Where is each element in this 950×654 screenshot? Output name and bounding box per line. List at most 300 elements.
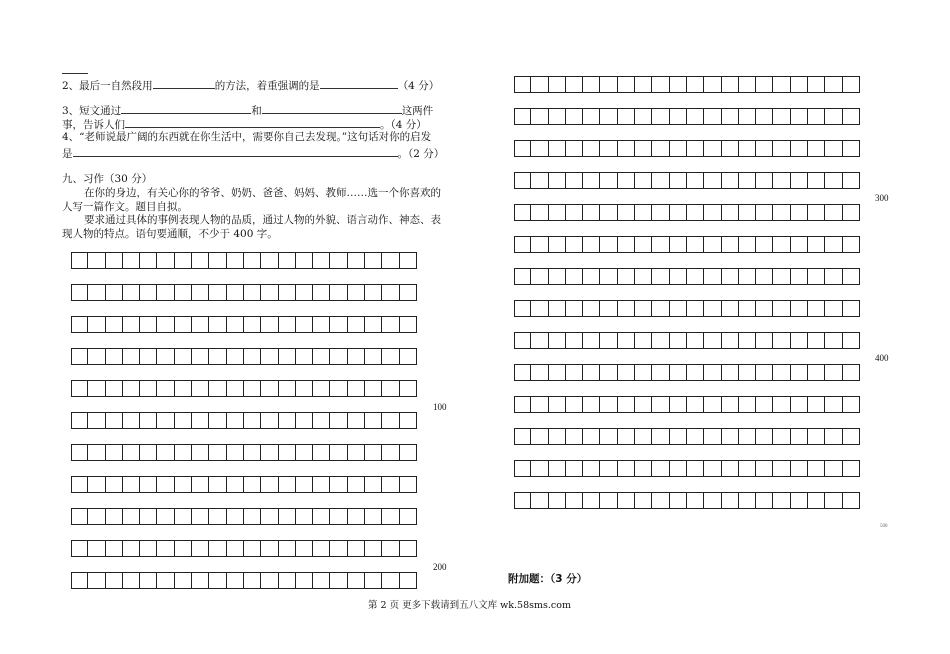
grid-cell[interactable]	[279, 316, 296, 333]
grid-cell[interactable]	[687, 332, 704, 349]
grid-cell[interactable]	[670, 460, 687, 477]
grid-cell[interactable]	[531, 108, 548, 125]
grid-cell[interactable]	[244, 348, 261, 365]
grid-cell[interactable]	[583, 364, 600, 381]
grid-cell[interactable]	[531, 204, 548, 221]
grid-cell[interactable]	[227, 316, 244, 333]
grid-cell[interactable]	[549, 332, 566, 349]
grid-cell[interactable]	[791, 364, 808, 381]
grid-cell[interactable]	[635, 76, 652, 93]
grid-cell[interactable]	[348, 444, 365, 461]
grid-cell[interactable]	[531, 300, 548, 317]
grid-cell[interactable]	[261, 444, 278, 461]
grid-cell[interactable]	[549, 460, 566, 477]
q3-blank-1[interactable]	[121, 102, 251, 114]
grid-cell[interactable]	[313, 380, 330, 397]
grid-cell[interactable]	[514, 492, 531, 509]
grid-cell[interactable]	[244, 508, 261, 525]
grid-cell[interactable]	[514, 428, 531, 445]
grid-cell[interactable]	[687, 76, 704, 93]
grid-cell[interactable]	[296, 252, 313, 269]
grid-cell[interactable]	[583, 108, 600, 125]
grid-cell[interactable]	[704, 332, 721, 349]
grid-cell[interactable]	[192, 316, 209, 333]
grid-cell[interactable]	[192, 284, 209, 301]
grid-cell[interactable]	[739, 332, 756, 349]
grid-cell[interactable]	[227, 540, 244, 557]
grid-cell[interactable]	[652, 300, 669, 317]
grid-cell[interactable]	[313, 348, 330, 365]
grid-cell[interactable]	[227, 252, 244, 269]
grid-cell[interactable]	[348, 412, 365, 429]
grid-cell[interactable]	[279, 572, 296, 589]
grid-cell[interactable]	[209, 348, 226, 365]
grid-cell[interactable]	[549, 236, 566, 253]
grid-cell[interactable]	[209, 508, 226, 525]
grid-cell[interactable]	[843, 204, 860, 221]
grid-cell[interactable]	[175, 284, 192, 301]
grid-cell[interactable]	[773, 396, 790, 413]
grid-cell[interactable]	[635, 364, 652, 381]
grid-cell[interactable]	[175, 316, 192, 333]
grid-cell[interactable]	[843, 76, 860, 93]
grid-cell[interactable]	[652, 396, 669, 413]
grid-cell[interactable]	[514, 108, 531, 125]
grid-cell[interactable]	[600, 492, 617, 509]
q4-blank[interactable]	[73, 145, 398, 157]
grid-cell[interactable]	[123, 252, 140, 269]
grid-cell[interactable]	[400, 508, 417, 525]
grid-cell[interactable]	[773, 172, 790, 189]
grid-cell[interactable]	[192, 508, 209, 525]
grid-cell[interactable]	[843, 332, 860, 349]
grid-cell[interactable]	[825, 364, 842, 381]
grid-cell[interactable]	[566, 300, 583, 317]
grid-cell[interactable]	[106, 284, 123, 301]
grid-cell[interactable]	[365, 380, 382, 397]
grid-cell[interactable]	[88, 348, 105, 365]
grid-cell[interactable]	[140, 444, 157, 461]
grid-cell[interactable]	[652, 204, 669, 221]
grid-cell[interactable]	[279, 348, 296, 365]
grid-cell[interactable]	[739, 492, 756, 509]
grid-cell[interactable]	[739, 300, 756, 317]
grid-cell[interactable]	[618, 492, 635, 509]
grid-cell[interactable]	[704, 236, 721, 253]
grid-cell[interactable]	[400, 444, 417, 461]
grid-cell[interactable]	[652, 268, 669, 285]
grid-cell[interactable]	[825, 268, 842, 285]
grid-cell[interactable]	[808, 492, 825, 509]
grid-cell[interactable]	[71, 444, 88, 461]
grid-cell[interactable]	[652, 108, 669, 125]
grid-cell[interactable]	[175, 444, 192, 461]
grid-cell[interactable]	[531, 460, 548, 477]
grid-cell[interactable]	[825, 172, 842, 189]
grid-cell[interactable]	[157, 540, 174, 557]
grid-cell[interactable]	[296, 348, 313, 365]
grid-cell[interactable]	[722, 268, 739, 285]
grid-cell[interactable]	[722, 396, 739, 413]
grid-cell[interactable]	[549, 204, 566, 221]
grid-cell[interactable]	[618, 76, 635, 93]
grid-cell[interactable]	[382, 412, 399, 429]
grid-cell[interactable]	[843, 236, 860, 253]
grid-cell[interactable]	[123, 412, 140, 429]
grid-cell[interactable]	[140, 316, 157, 333]
grid-cell[interactable]	[244, 380, 261, 397]
grid-cell[interactable]	[296, 412, 313, 429]
grid-cell[interactable]	[192, 348, 209, 365]
grid-cell[interactable]	[157, 444, 174, 461]
grid-cell[interactable]	[722, 236, 739, 253]
grid-cell[interactable]	[514, 364, 531, 381]
grid-cell[interactable]	[244, 252, 261, 269]
grid-cell[interactable]	[739, 236, 756, 253]
grid-cell[interactable]	[773, 300, 790, 317]
grid-cell[interactable]	[531, 172, 548, 189]
grid-cell[interactable]	[618, 172, 635, 189]
grid-cell[interactable]	[618, 460, 635, 477]
grid-cell[interactable]	[175, 476, 192, 493]
grid-cell[interactable]	[756, 204, 773, 221]
grid-cell[interactable]	[382, 444, 399, 461]
grid-cell[interactable]	[670, 140, 687, 157]
grid-cell[interactable]	[722, 428, 739, 445]
grid-cell[interactable]	[348, 508, 365, 525]
grid-cell[interactable]	[773, 268, 790, 285]
grid-cell[interactable]	[808, 332, 825, 349]
grid-cell[interactable]	[123, 444, 140, 461]
grid-cell[interactable]	[600, 364, 617, 381]
grid-cell[interactable]	[88, 412, 105, 429]
grid-cell[interactable]	[825, 332, 842, 349]
grid-cell[interactable]	[791, 428, 808, 445]
grid-cell[interactable]	[618, 268, 635, 285]
grid-cell[interactable]	[687, 172, 704, 189]
grid-cell[interactable]	[635, 492, 652, 509]
grid-cell[interactable]	[88, 508, 105, 525]
grid-cell[interactable]	[365, 572, 382, 589]
grid-cell[interactable]	[313, 444, 330, 461]
grid-cell[interactable]	[330, 348, 347, 365]
grid-cell[interactable]	[123, 572, 140, 589]
grid-cell[interactable]	[296, 572, 313, 589]
grid-cell[interactable]	[88, 284, 105, 301]
grid-cell[interactable]	[227, 508, 244, 525]
grid-cell[interactable]	[514, 172, 531, 189]
grid-cell[interactable]	[808, 236, 825, 253]
grid-cell[interactable]	[618, 108, 635, 125]
grid-cell[interactable]	[600, 268, 617, 285]
grid-cell[interactable]	[400, 540, 417, 557]
grid-cell[interactable]	[566, 76, 583, 93]
grid-cell[interactable]	[106, 540, 123, 557]
grid-cell[interactable]	[71, 540, 88, 557]
grid-cell[interactable]	[227, 348, 244, 365]
grid-cell[interactable]	[514, 332, 531, 349]
grid-cell[interactable]	[71, 252, 88, 269]
grid-cell[interactable]	[739, 364, 756, 381]
grid-cell[interactable]	[583, 204, 600, 221]
grid-cell[interactable]	[175, 380, 192, 397]
grid-cell[interactable]	[330, 284, 347, 301]
grid-cell[interactable]	[704, 140, 721, 157]
grid-cell[interactable]	[400, 348, 417, 365]
grid-cell[interactable]	[739, 76, 756, 93]
grid-cell[interactable]	[791, 172, 808, 189]
grid-cell[interactable]	[843, 108, 860, 125]
grid-cell[interactable]	[600, 236, 617, 253]
grid-cell[interactable]	[244, 572, 261, 589]
grid-cell[interactable]	[400, 476, 417, 493]
grid-cell[interactable]	[279, 444, 296, 461]
grid-cell[interactable]	[71, 508, 88, 525]
grid-cell[interactable]	[514, 140, 531, 157]
grid-cell[interactable]	[583, 140, 600, 157]
grid-cell[interactable]	[773, 76, 790, 93]
grid-cell[interactable]	[209, 444, 226, 461]
grid-cell[interactable]	[123, 348, 140, 365]
grid-cell[interactable]	[531, 332, 548, 349]
grid-cell[interactable]	[227, 444, 244, 461]
grid-cell[interactable]	[382, 348, 399, 365]
grid-cell[interactable]	[140, 412, 157, 429]
grid-cell[interactable]	[704, 428, 721, 445]
grid-cell[interactable]	[531, 236, 548, 253]
grid-cell[interactable]	[687, 492, 704, 509]
grid-cell[interactable]	[140, 476, 157, 493]
grid-cell[interactable]	[106, 476, 123, 493]
grid-cell[interactable]	[261, 508, 278, 525]
grid-cell[interactable]	[313, 284, 330, 301]
grid-cell[interactable]	[635, 428, 652, 445]
grid-cell[interactable]	[192, 380, 209, 397]
q3-blank-2[interactable]	[262, 102, 402, 114]
grid-cell[interactable]	[843, 172, 860, 189]
grid-cell[interactable]	[88, 572, 105, 589]
grid-cell[interactable]	[635, 140, 652, 157]
grid-cell[interactable]	[791, 492, 808, 509]
grid-cell[interactable]	[739, 396, 756, 413]
grid-cell[interactable]	[192, 572, 209, 589]
grid-cell[interactable]	[583, 460, 600, 477]
grid-cell[interactable]	[687, 236, 704, 253]
grid-cell[interactable]	[808, 396, 825, 413]
grid-cell[interactable]	[261, 476, 278, 493]
grid-cell[interactable]	[618, 204, 635, 221]
grid-cell[interactable]	[279, 540, 296, 557]
grid-cell[interactable]	[175, 252, 192, 269]
grid-cell[interactable]	[843, 396, 860, 413]
grid-cell[interactable]	[348, 476, 365, 493]
grid-cell[interactable]	[791, 332, 808, 349]
q2-blank-2[interactable]	[320, 77, 398, 89]
grid-cell[interactable]	[514, 76, 531, 93]
grid-cell[interactable]	[140, 508, 157, 525]
grid-cell[interactable]	[825, 76, 842, 93]
grid-cell[interactable]	[773, 140, 790, 157]
grid-cell[interactable]	[808, 172, 825, 189]
grid-cell[interactable]	[106, 348, 123, 365]
grid-cell[interactable]	[722, 172, 739, 189]
grid-cell[interactable]	[549, 76, 566, 93]
grid-cell[interactable]	[635, 396, 652, 413]
grid-cell[interactable]	[791, 236, 808, 253]
grid-cell[interactable]	[313, 316, 330, 333]
grid-cell[interactable]	[652, 332, 669, 349]
grid-cell[interactable]	[704, 204, 721, 221]
grid-cell[interactable]	[261, 412, 278, 429]
grid-cell[interactable]	[400, 316, 417, 333]
grid-cell[interactable]	[687, 204, 704, 221]
grid-cell[interactable]	[192, 476, 209, 493]
grid-cell[interactable]	[549, 140, 566, 157]
grid-cell[interactable]	[365, 540, 382, 557]
grid-cell[interactable]	[739, 204, 756, 221]
grid-cell[interactable]	[88, 444, 105, 461]
grid-cell[interactable]	[583, 492, 600, 509]
grid-cell[interactable]	[382, 252, 399, 269]
grid-cell[interactable]	[71, 412, 88, 429]
grid-cell[interactable]	[123, 540, 140, 557]
grid-cell[interactable]	[514, 268, 531, 285]
grid-cell[interactable]	[566, 140, 583, 157]
grid-cell[interactable]	[531, 428, 548, 445]
grid-cell[interactable]	[549, 300, 566, 317]
grid-cell[interactable]	[348, 316, 365, 333]
grid-cell[interactable]	[566, 460, 583, 477]
grid-cell[interactable]	[244, 476, 261, 493]
grid-cell[interactable]	[244, 412, 261, 429]
grid-cell[interactable]	[825, 108, 842, 125]
grid-cell[interactable]	[531, 492, 548, 509]
grid-cell[interactable]	[722, 108, 739, 125]
grid-cell[interactable]	[739, 140, 756, 157]
grid-cell[interactable]	[123, 508, 140, 525]
grid-cell[interactable]	[296, 444, 313, 461]
grid-cell[interactable]	[348, 380, 365, 397]
grid-cell[interactable]	[704, 460, 721, 477]
grid-cell[interactable]	[808, 268, 825, 285]
grid-cell[interactable]	[773, 204, 790, 221]
grid-cell[interactable]	[739, 268, 756, 285]
grid-cell[interactable]	[635, 172, 652, 189]
grid-cell[interactable]	[722, 300, 739, 317]
grid-cell[interactable]	[670, 172, 687, 189]
grid-cell[interactable]	[635, 204, 652, 221]
grid-cell[interactable]	[175, 540, 192, 557]
grid-cell[interactable]	[843, 492, 860, 509]
grid-cell[interactable]	[382, 316, 399, 333]
grid-cell[interactable]	[618, 396, 635, 413]
grid-cell[interactable]	[687, 460, 704, 477]
grid-cell[interactable]	[88, 476, 105, 493]
grid-cell[interactable]	[382, 572, 399, 589]
grid-cell[interactable]	[600, 204, 617, 221]
grid-cell[interactable]	[652, 172, 669, 189]
grid-cell[interactable]	[618, 300, 635, 317]
grid-cell[interactable]	[825, 492, 842, 509]
grid-cell[interactable]	[400, 380, 417, 397]
grid-cell[interactable]	[618, 140, 635, 157]
grid-cell[interactable]	[209, 412, 226, 429]
grid-cell[interactable]	[549, 396, 566, 413]
grid-cell[interactable]	[106, 252, 123, 269]
grid-cell[interactable]	[704, 76, 721, 93]
grid-cell[interactable]	[175, 572, 192, 589]
grid-cell[interactable]	[313, 540, 330, 557]
grid-cell[interactable]	[756, 76, 773, 93]
grid-cell[interactable]	[687, 396, 704, 413]
grid-cell[interactable]	[209, 476, 226, 493]
grid-cell[interactable]	[722, 204, 739, 221]
grid-cell[interactable]	[808, 140, 825, 157]
grid-cell[interactable]	[825, 140, 842, 157]
grid-cell[interactable]	[704, 172, 721, 189]
grid-cell[interactable]	[843, 364, 860, 381]
grid-cell[interactable]	[704, 396, 721, 413]
grid-cell[interactable]	[600, 300, 617, 317]
grid-cell[interactable]	[382, 476, 399, 493]
grid-cell[interactable]	[566, 332, 583, 349]
grid-cell[interactable]	[348, 252, 365, 269]
grid-cell[interactable]	[566, 492, 583, 509]
grid-cell[interactable]	[618, 332, 635, 349]
grid-cell[interactable]	[825, 396, 842, 413]
grid-cell[interactable]	[140, 380, 157, 397]
grid-cell[interactable]	[756, 172, 773, 189]
grid-cell[interactable]	[670, 108, 687, 125]
grid-cell[interactable]	[670, 428, 687, 445]
grid-cell[interactable]	[739, 460, 756, 477]
grid-cell[interactable]	[227, 284, 244, 301]
grid-cell[interactable]	[296, 476, 313, 493]
grid-cell[interactable]	[704, 364, 721, 381]
grid-cell[interactable]	[635, 108, 652, 125]
grid-cell[interactable]	[157, 508, 174, 525]
grid-cell[interactable]	[566, 172, 583, 189]
grid-cell[interactable]	[244, 444, 261, 461]
grid-cell[interactable]	[313, 252, 330, 269]
grid-cell[interactable]	[791, 76, 808, 93]
grid-cell[interactable]	[106, 508, 123, 525]
grid-cell[interactable]	[140, 348, 157, 365]
grid-cell[interactable]	[382, 508, 399, 525]
grid-cell[interactable]	[227, 380, 244, 397]
grid-cell[interactable]	[773, 236, 790, 253]
grid-cell[interactable]	[808, 460, 825, 477]
grid-cell[interactable]	[140, 284, 157, 301]
grid-cell[interactable]	[330, 316, 347, 333]
grid-cell[interactable]	[71, 380, 88, 397]
grid-cell[interactable]	[566, 396, 583, 413]
grid-cell[interactable]	[514, 460, 531, 477]
grid-cell[interactable]	[192, 540, 209, 557]
grid-cell[interactable]	[296, 380, 313, 397]
grid-cell[interactable]	[756, 268, 773, 285]
grid-cell[interactable]	[400, 284, 417, 301]
grid-cell[interactable]	[330, 476, 347, 493]
grid-cell[interactable]	[843, 268, 860, 285]
grid-cell[interactable]	[808, 108, 825, 125]
grid-cell[interactable]	[261, 252, 278, 269]
grid-cell[interactable]	[140, 252, 157, 269]
grid-cell[interactable]	[670, 76, 687, 93]
grid-cell[interactable]	[330, 540, 347, 557]
grid-cell[interactable]	[600, 76, 617, 93]
grid-cell[interactable]	[296, 284, 313, 301]
